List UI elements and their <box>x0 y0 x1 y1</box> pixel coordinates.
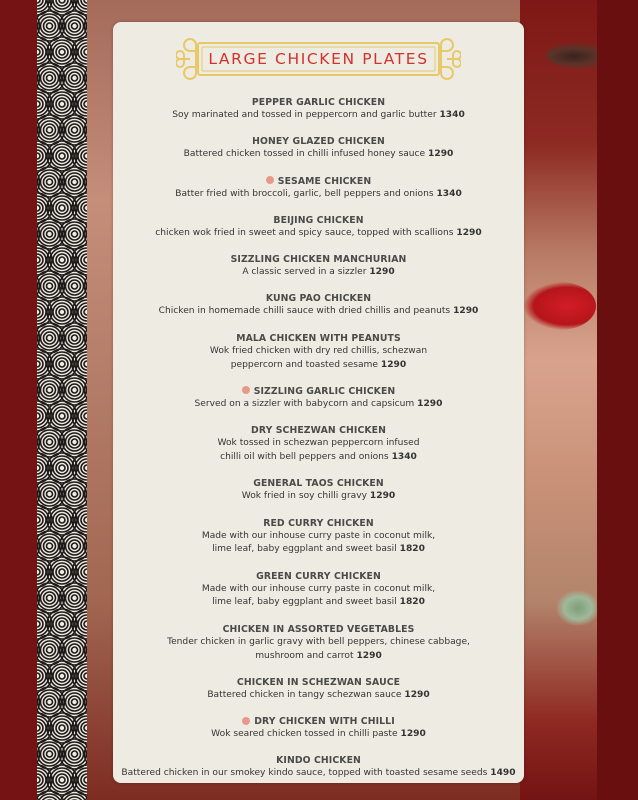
menu-item-name <box>113 135 524 148</box>
menu-item-name <box>113 175 524 188</box>
menu-item-price: 1290 <box>453 306 479 317</box>
menu-item-description-text: Wok fried chicken with dry red chillis, schezwan <box>209 345 428 356</box>
menu-item <box>113 135 524 162</box>
menu-item-price: 1290 <box>356 650 382 661</box>
menu-card <box>113 22 524 783</box>
menu-item-name-text: PEPPER GARLIC CHICKEN <box>251 97 386 108</box>
menu-item-name <box>113 517 524 530</box>
menu-item-name-text: KUNG PAO CHICKEN <box>265 293 372 305</box>
menu-item-name <box>113 214 524 227</box>
menu-item-description-text: Served on a sizzler with babycorn and capsicum <box>194 398 415 409</box>
background-right-strip <box>597 0 638 800</box>
section-title: LARGE CHICKEN PLATES <box>208 50 429 68</box>
menu-item-name-text: RED CURRY CHICKEN <box>263 517 374 529</box>
menu-item-description <box>113 650 524 664</box>
menu-item-name <box>113 385 524 398</box>
menu-item-name-text: GENERAL TAOS CHICKEN <box>253 478 384 490</box>
photo-lips-detail <box>524 282 596 330</box>
menu-item-description <box>113 728 524 742</box>
menu-item-name-text: KINDO CHICKEN <box>276 755 361 767</box>
menu-item <box>113 424 524 465</box>
menu-item <box>113 253 524 280</box>
menu-item <box>113 214 524 241</box>
menu-item-price: 1340 <box>439 110 465 120</box>
menu-item-name <box>113 96 524 109</box>
menu-item-name <box>113 676 524 689</box>
menu-item-price: 1290 <box>400 729 426 740</box>
menu-item-price: 1290 <box>428 149 454 160</box>
menu-item-name-text: CHICKEN IN ASSORTED VEGETABLES <box>222 623 415 635</box>
menu-item-description <box>113 398 524 412</box>
menu-item <box>113 332 524 373</box>
menu-item-description <box>113 305 524 319</box>
menu-item-description <box>113 543 524 557</box>
menu-item-description-text: Battered chicken in our smokey kindo sauce, topped with toasted sesame seeds <box>121 768 488 779</box>
menu-item-description <box>113 188 524 202</box>
menu-item-price: 1340 <box>391 451 417 462</box>
menu-item-description <box>113 227 524 241</box>
decorative-swirl-pattern <box>37 0 87 800</box>
menu-item-price: 1290 <box>456 227 482 238</box>
menu-item-description <box>113 109 524 123</box>
section-header <box>176 37 461 81</box>
menu-item-description <box>113 451 524 465</box>
menu-item-price: 1290 <box>369 267 395 278</box>
menu-item-description-text: Chicken in homemade chilli sauce with dried chillis and peanuts <box>158 306 451 317</box>
menu-item-name <box>113 715 524 728</box>
menu-item-name-text: GREEN CURRY CHICKEN <box>256 570 381 582</box>
menu-item-name-text: CHICKEN IN SCHEZWAN SAUCE <box>236 676 401 688</box>
menu-item-description-text: peppercorn and toasted sesame <box>230 359 378 370</box>
menu-item-description-text: Batter fried with broccoli, garlic, bell peppers and onions <box>175 188 434 199</box>
recommended-dot-icon <box>242 717 250 725</box>
menu-item-description-text: mushroom and carrot <box>255 650 354 661</box>
menu-item-description-text: lime leaf, baby eggplant and sweet basil <box>212 597 397 608</box>
menu-item <box>113 477 524 504</box>
recommended-dot-icon <box>242 386 250 394</box>
menu-item-price: 1340 <box>436 188 462 199</box>
menu-item-name-text: SESAME CHICKEN <box>277 175 372 187</box>
menu-item-list <box>113 96 524 794</box>
menu-item-description-text: Made with our inhouse curry paste in coconut milk, <box>201 530 436 541</box>
background-left-panel <box>0 0 42 800</box>
menu-item-description-text: Battered chicken in tangy schezwan sauce <box>207 689 402 700</box>
menu-item-description-text: Wok fried in soy chilli gravy <box>241 491 368 502</box>
menu-item-price: 1820 <box>399 544 425 555</box>
menu-item-name <box>113 754 524 767</box>
menu-item-description-text: Soy marinated and tossed in peppercorn and garlic butter <box>172 110 437 120</box>
menu-item-price: 1490 <box>490 768 516 779</box>
menu-item <box>113 292 524 319</box>
menu-item <box>113 754 524 781</box>
menu-item-description-text: chilli oil with bell peppers and onions <box>220 451 389 462</box>
menu-item-description-text: lime leaf, baby eggplant and sweet basil <box>212 544 397 555</box>
menu-item-description <box>113 689 524 703</box>
menu-item-description <box>113 148 524 162</box>
menu-item-description <box>113 345 524 359</box>
menu-item-description-text: Wok tossed in schezwan peppercorn infused <box>217 438 420 449</box>
menu-item <box>113 715 524 742</box>
menu-item-name-text: HONEY GLAZED CHICKEN <box>252 136 385 148</box>
menu-item-price: 1290 <box>380 359 407 370</box>
menu-item <box>113 517 524 558</box>
menu-item <box>113 570 524 611</box>
menu-item-name <box>113 332 524 345</box>
menu-item-description <box>113 490 524 504</box>
menu-item-description-text: Wok seared chicken tossed in chilli paste <box>211 729 398 740</box>
menu-item-description <box>113 767 524 781</box>
menu-item-description-text: chicken wok fried in sweet and spicy sauce, topped with scallions <box>155 227 454 238</box>
menu-item-price: 1290 <box>417 398 443 409</box>
menu-item-description <box>113 266 524 280</box>
menu-item-name-text: BEIJING CHICKEN <box>273 214 364 226</box>
menu-item-name <box>113 477 524 490</box>
menu-item-name-text: SIZZLING CHICKEN MANCHURIAN <box>230 254 407 266</box>
menu-item <box>113 96 524 123</box>
menu-item-name <box>113 292 524 305</box>
menu-item-name-text: SIZZLING GARLIC CHICKEN <box>253 385 396 397</box>
menu-item-description <box>113 359 524 373</box>
menu-item-price: 1290 <box>404 689 430 700</box>
menu-item-description <box>113 530 524 544</box>
photo-leaf-detail <box>556 590 600 626</box>
menu-item-description <box>113 583 524 597</box>
menu-item <box>113 676 524 703</box>
menu-item-price: 1820 <box>399 597 425 608</box>
recommended-dot-icon <box>266 176 274 184</box>
menu-item-name <box>113 424 524 437</box>
menu-item-name-text: DRY CHICKEN WITH CHILLI <box>254 716 395 728</box>
menu-item-name-text: DRY SCHEZWAN CHICKEN <box>251 425 386 437</box>
menu-item-description-text: Battered chicken tossed in chilli infused honey sauce <box>183 149 426 160</box>
menu-item <box>113 175 524 202</box>
menu-item-price: 1290 <box>369 491 396 502</box>
menu-item-description <box>113 437 524 451</box>
menu-item-description-text: Tender chicken in garlic gravy with bell peppers, chinese cabbage, <box>167 636 470 647</box>
menu-item-description <box>113 636 524 650</box>
menu-item <box>113 385 524 412</box>
menu-item <box>113 623 524 664</box>
menu-item-name <box>113 253 524 266</box>
menu-item-description <box>113 596 524 610</box>
menu-item-description-text: A classic served in a sizzler <box>242 267 367 278</box>
menu-item-description-text: Made with our inhouse curry paste in coconut milk, <box>201 583 436 594</box>
menu-item-name-text: MALA CHICKEN WITH PEANUTS <box>236 332 401 344</box>
menu-item-name <box>113 570 524 583</box>
menu-item-name <box>113 623 524 636</box>
